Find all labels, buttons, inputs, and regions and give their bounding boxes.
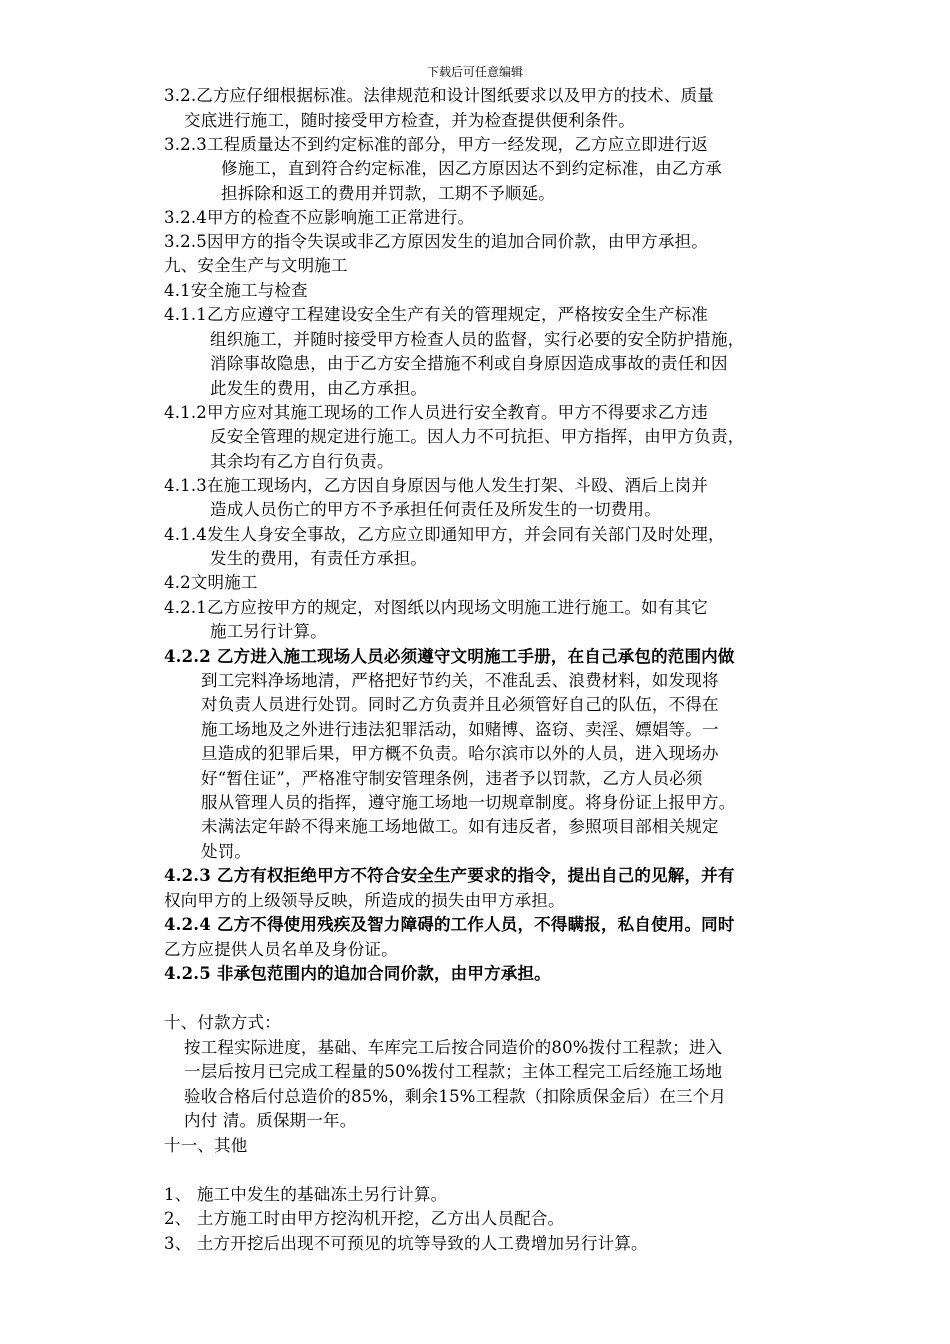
text-line: 旦造成的犯罪后果，甲方概不负责。哈尔滨市以外的人员，进入现场办 bbox=[201, 744, 719, 763]
text-line: 未满法定年龄不得来施工场地做工。如有违反者，参照项目部相关规定 bbox=[201, 817, 719, 836]
text-line: 1、 施工中发生的基础冻土另行计算。 bbox=[164, 1185, 448, 1204]
text-line: 内付 清。质保期一年。 bbox=[184, 1111, 357, 1130]
text-line: 按工程实际进度，基础、车库完工后按合同造价的80%拨付工程款；进入 bbox=[184, 1038, 723, 1057]
text-line: 4.1.3在施工现场内，乙方因自身原因与他人发生打架、斗殴、酒后上岗并 bbox=[164, 476, 708, 495]
text-line: 4.2.1乙方应按甲方的规定，对图纸以内现场文明施工进行施工。如有其它 bbox=[164, 598, 708, 617]
text-line: 对负责人员进行处罚。同时乙方负责并且必须管好自己的队伍，不得在 bbox=[201, 695, 719, 714]
text-line: 反安全管理的规定进行施工。因人力不可抗拒、甲方指挥，由甲方负责， bbox=[210, 427, 745, 446]
text-line: 3、 土方开挖后出现不可预见的坑等导致的人工费增加另行计算。 bbox=[164, 1234, 648, 1253]
page-header: 下载后可任意编辑 bbox=[426, 65, 523, 79]
text-line: 修施工，直到符合约定标准，因乙方原因达不到约定标准，由乙方承 bbox=[221, 159, 722, 178]
text-line: 一层后按月已完成工程量的50%拨付工程款；主体工程完工后经施工场地 bbox=[184, 1062, 723, 1081]
text-line: 权向甲方的上级领导反映，所造成的损失由甲方承担。 bbox=[164, 891, 565, 910]
text-line: 3.2.4甲方的检查不应影响施工正常进行。 bbox=[164, 208, 475, 227]
text-line: 2、 土方施工时由甲方挖沟机开挖，乙方出人员配合。 bbox=[164, 1209, 565, 1228]
text-line: 担拆除和返工的费用并罚款，工期不予顺延。 bbox=[221, 184, 555, 203]
text-line: 九、安全生产与文明施工 bbox=[164, 256, 348, 275]
text-line: 组织施工，并随时接受甲方检查人员的监督，实行必要的安全防护措施， bbox=[210, 330, 745, 349]
text-line: 施工另行计算。 bbox=[210, 622, 327, 641]
text-line: 3.2.乙方应仔细根据标准。法律规范和设计图纸要求以及甲方的技术、质量 bbox=[164, 86, 714, 105]
text-line: 其余均有乙方自行负责。 bbox=[210, 452, 394, 471]
text-line: 验收合格后付总造价的85%，剩余15%工程款（扣除质保金后）在三个月 bbox=[184, 1087, 727, 1106]
text-line: 交底进行施工，随时接受甲方检查，并为检查提供便利条件。 bbox=[184, 111, 635, 130]
text-line: 4.2.3 乙方有权拒绝甲方不符合安全生产要求的指令，提出自己的见解，并有 bbox=[164, 866, 735, 885]
text-line: 此发生的费用，由乙方承担。 bbox=[210, 379, 428, 398]
text-line: 好“暂住证”，严格准守制安管理条例，违者予以罚款，乙方人员必须 bbox=[201, 769, 703, 788]
text-line: 3.2.3工程质量达不到约定标准的部分，甲方一经发现，乙方应立即进行返 bbox=[164, 135, 708, 154]
text-line: 处罚。 bbox=[201, 842, 252, 861]
text-line: 发生的费用，有责任方承担。 bbox=[210, 549, 428, 568]
text-line: 消除事故隐患，由于乙方安全措施不利或自身原因造成事故的责任和因 bbox=[210, 354, 728, 373]
text-line: 十一、其他 bbox=[164, 1136, 248, 1155]
text-line: 4.1.1乙方应遵守工程建设安全生产有关的管理规定，严格按安全生产标准 bbox=[164, 305, 708, 324]
text-line: 4.2文明施工 bbox=[164, 573, 258, 592]
text-line: 3.2.5因甲方的指令失误或非乙方原因发生的追加合同价款，由甲方承担。 bbox=[164, 232, 708, 251]
text-line: 4.2.4 乙方不得使用残疾及智力障碍的工作人员，不得瞒报，私自使用。同时 bbox=[164, 915, 735, 934]
text-line: 4.2.5 非承包范围内的追加合同价款，由甲方承担。 bbox=[164, 964, 551, 983]
text-line: 十、付款方式： bbox=[164, 1013, 281, 1032]
text-line: 造成人员伤亡的甲方不予承担任何责任及所发生的一切费用。 bbox=[210, 500, 661, 519]
text-line: 到工完料净场地清，严格把好节约关，不准乱丢、浪费材料，如发现将 bbox=[201, 671, 719, 690]
text-line: 4.1.2甲方应对其施工现场的工作人员进行安全教育。甲方不得要求乙方违 bbox=[164, 403, 708, 422]
text-line: 4.2.2 乙方进入施工现场人员必须遵守文明施工手册，在自己承包的范围内做 bbox=[164, 647, 735, 666]
text-line: 4.1.4发生人身安全事故，乙方应立即通知甲方，并会同有关部门及时处理， bbox=[164, 525, 725, 544]
text-line: 服从管理人员的指挥，遵守施工场地一切规章制度。将身份证上报甲方。 bbox=[201, 793, 736, 812]
text-line: 施工场地及之外进行违法犯罪活动，如赌博、盗窃、卖淫、嫖娼等。一 bbox=[201, 720, 719, 739]
text-line: 乙方应提供人员名单及身份证。 bbox=[164, 940, 398, 959]
text-line: 4.1安全施工与检查 bbox=[164, 281, 308, 300]
